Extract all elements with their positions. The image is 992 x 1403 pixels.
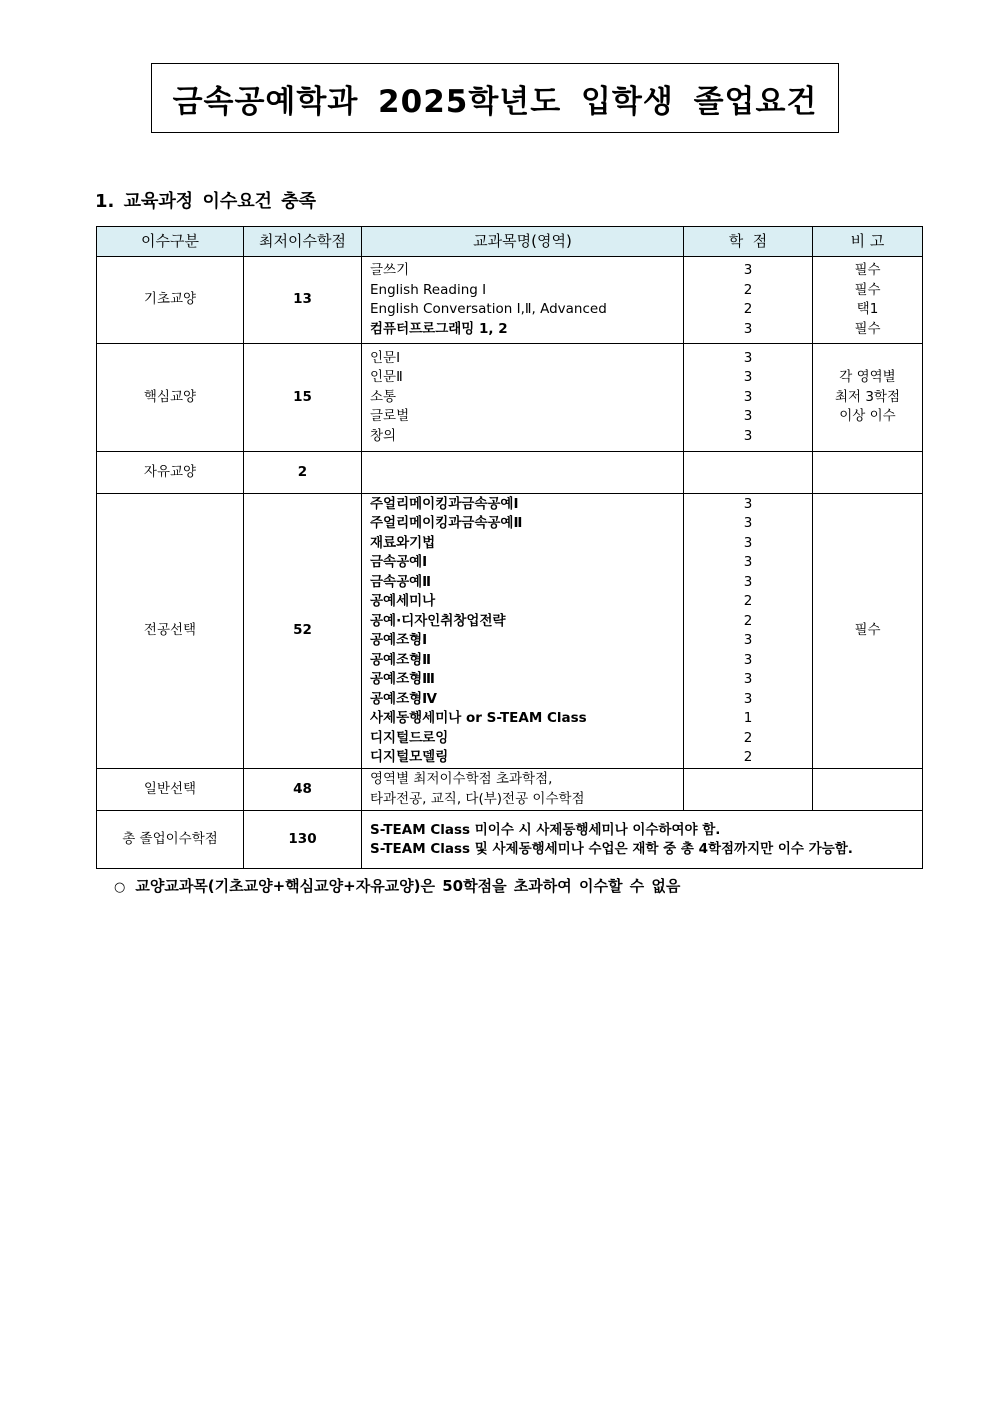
table-row-free-liberal-arts [97, 452, 923, 494]
course-name: 디지털드로잉 [370, 729, 449, 746]
course-credits: 1 [743, 710, 753, 726]
category-cell: 자유교양 [97, 452, 244, 494]
course-name: 금속공예Ⅰ [370, 554, 428, 570]
course-name: 주얼리메이킹과금속공예Ⅱ [370, 515, 523, 531]
course-name: 인문Ⅱ [370, 369, 403, 386]
course-credits: 3 [743, 651, 753, 668]
course-credits: 2 [743, 301, 753, 317]
min-credits-cell: 52 [244, 494, 362, 769]
course-name: 공예조형Ⅳ [370, 690, 437, 707]
course-credits: 3 [743, 427, 753, 444]
remarks-cell [362, 811, 923, 869]
table-row-general-elective [97, 769, 923, 811]
category-cell: 기초교양 [97, 257, 244, 344]
courses-cell [362, 257, 684, 344]
section-heading: 1. 교육과정 이수요건 충족 [95, 191, 317, 212]
course-note: 택1 [856, 301, 879, 317]
courses-cell [362, 769, 684, 811]
table-header-row [97, 227, 923, 257]
note-line: 각 영역별 [839, 369, 896, 386]
footnote [114, 875, 680, 896]
course-line: 타과전공, 교직, 다(부)전공 이수학점 [370, 790, 585, 807]
notes-cell: 필수 [813, 494, 923, 769]
table-row-major-elective [97, 494, 923, 769]
notes-cell [813, 257, 923, 344]
requirements-table [96, 226, 923, 869]
footnote-text: 교양교과목(기초교양+핵심교양+자유교양)은 50학점을 초과하여 이수할 수 없음 [135, 877, 681, 895]
course-credits: 3 [743, 369, 753, 386]
course-name: 글쓰기 [370, 262, 410, 278]
course-credits: 3 [743, 320, 753, 337]
min-credits-cell: 2 [244, 452, 362, 494]
course-name: 사제동행세미나 or S-TEAM Class [370, 710, 587, 726]
course-credits: 3 [743, 495, 753, 512]
category-cell: 핵심교양 [97, 344, 244, 452]
table-row-total-credits [97, 811, 923, 869]
header-credits: 학 점 [684, 227, 813, 257]
bullet-circle-icon: ○ [114, 880, 126, 895]
header-category: 이수구분 [97, 227, 244, 257]
credits-cell [684, 769, 813, 811]
course-name: English Reading Ⅰ [370, 281, 487, 298]
min-credits-cell: 130 [244, 811, 362, 869]
course-note: 필수 [854, 320, 881, 337]
document-title: 금속공예학과 2025학년도 입학생 졸업요건 [172, 83, 818, 120]
notes-cell [813, 344, 923, 452]
course-credits: 3 [743, 554, 753, 570]
course-name: 컴퓨터프로그래밍 1, 2 [370, 320, 508, 337]
category-cell: 전공선택 [97, 494, 244, 769]
course-name: 공예세미나 [370, 593, 436, 609]
remark-line: S-TEAM Class 미이수 시 사제동행세미나 이수하여야 함. [370, 821, 721, 838]
course-credits: 3 [743, 349, 753, 366]
course-credits: 2 [743, 729, 753, 746]
course-name: 주얼리메이킹과금속공예Ⅰ [370, 495, 519, 512]
course-name: 금속공예Ⅱ [370, 573, 432, 590]
min-credits-cell: 15 [244, 344, 362, 452]
course-note: 필수 [854, 281, 881, 298]
credits-cell [684, 494, 813, 769]
course-credits: 2 [743, 593, 753, 609]
course-credits: 3 [743, 262, 753, 278]
note-line: 이상 이수 [839, 408, 896, 425]
course-name: 재료와기법 [370, 534, 436, 551]
table-row-basic-liberal-arts [97, 257, 923, 344]
course-name: 인문Ⅰ [370, 349, 401, 366]
table-row-core-liberal-arts [97, 344, 923, 452]
category-cell: 일반선택 [97, 769, 244, 811]
course-credits: 3 [743, 534, 753, 551]
course-credits: 2 [743, 749, 753, 765]
course-credits: 3 [743, 408, 753, 425]
course-credits: 3 [743, 690, 753, 707]
course-credits: 3 [743, 573, 753, 590]
remark-line: S-TEAM Class 및 사제동행세미나 수업은 재학 중 총 4학점까지만 이수 가능함. [370, 840, 853, 857]
course-name: 공예조형Ⅱ [370, 651, 432, 668]
course-name: 디지털모델링 [370, 749, 449, 765]
course-credits: 3 [743, 671, 753, 687]
courses-cell [362, 452, 684, 494]
course-name: 공예·디자인취창업전략 [370, 612, 506, 629]
course-credits: 2 [743, 281, 753, 298]
document-title-box [151, 63, 839, 133]
course-name: 공예조형Ⅲ [370, 671, 435, 687]
credits-cell [684, 452, 813, 494]
course-name: 소통 [370, 388, 397, 405]
course-note: 필수 [854, 262, 881, 278]
course-credits: 3 [743, 388, 753, 405]
course-name: 공예조형Ⅰ [370, 632, 428, 648]
course-name: 창의 [370, 427, 397, 444]
min-credits-cell: 13 [244, 257, 362, 344]
course-name: 글로벌 [370, 408, 410, 425]
course-credits: 3 [743, 632, 753, 648]
header-min-credits: 최저이수학점 [244, 227, 362, 257]
note-line: 최저 3학점 [834, 388, 901, 405]
min-credits-cell: 48 [244, 769, 362, 811]
header-notes: 비 고 [813, 227, 923, 257]
credits-cell [684, 344, 813, 452]
course-credits: 3 [743, 515, 753, 531]
header-course-name: 교과목명(영역) [362, 227, 684, 257]
courses-cell [362, 344, 684, 452]
notes-cell [813, 452, 923, 494]
category-cell: 총 졸업이수학점 [97, 811, 244, 869]
course-name: English Conversation Ⅰ,Ⅱ, Advanced [370, 301, 607, 317]
notes-cell [813, 769, 923, 811]
credits-cell [684, 257, 813, 344]
courses-cell [362, 494, 684, 769]
course-line: 영역별 최저이수학점 초과학점, [370, 771, 553, 787]
course-credits: 2 [743, 612, 753, 629]
